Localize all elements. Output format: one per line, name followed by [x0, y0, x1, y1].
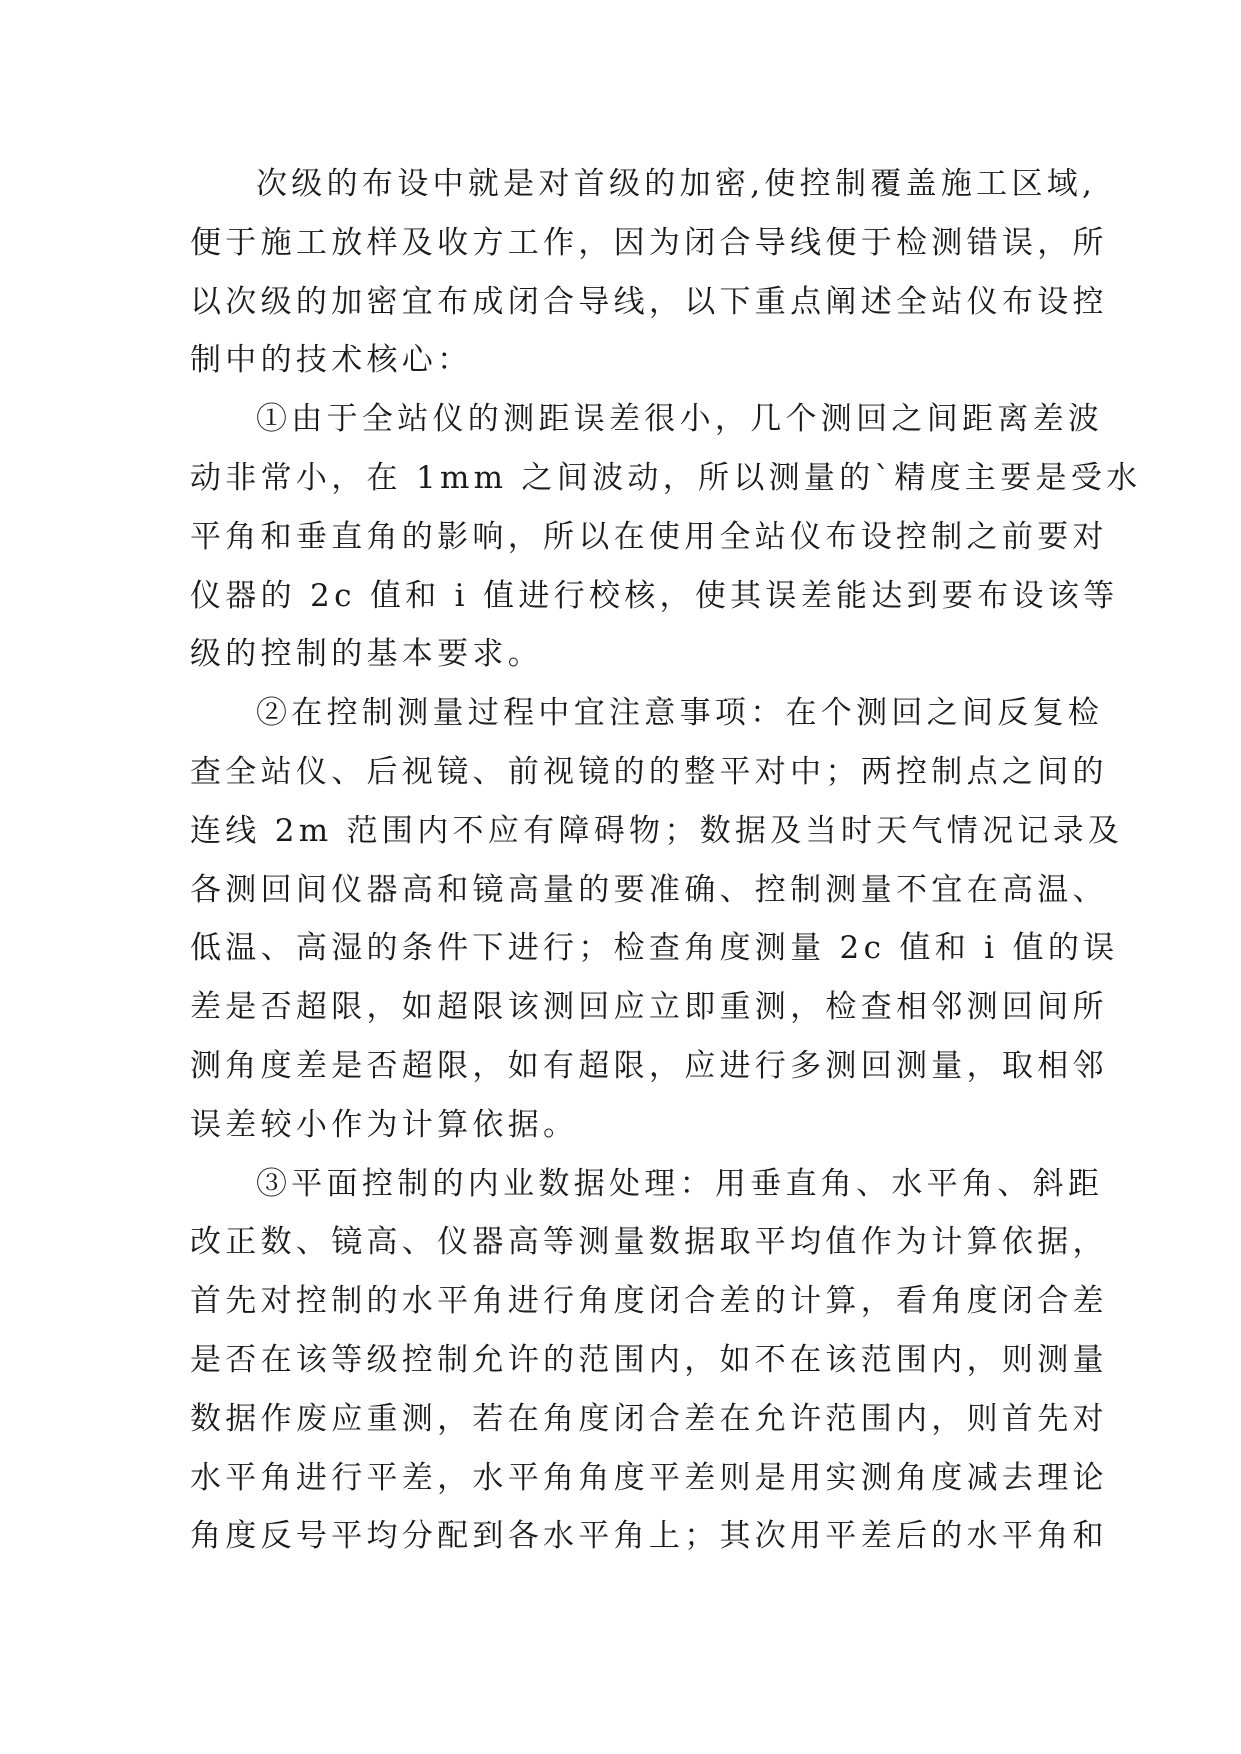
text-line: 级的控制的基本要求。	[190, 636, 543, 673]
text-line: ②在控制测量过程中宜注意事项：在个测回之间反复检	[256, 695, 1104, 732]
text-line: 便于施工放样及收方工作，因为闭合导线便于检测错误，所	[190, 224, 1108, 261]
text-line: 仪器的 2c 值和 i 值进行校核，使其误差能达到要布设该等	[190, 577, 1119, 614]
text-line: 误差较小作为计算依据。	[190, 1106, 579, 1143]
text-line: 首先对控制的水平角进行角度闭合差的计算，看角度闭合差	[190, 1283, 1108, 1320]
text-line: 动非常小，在 1mm 之间波动，所以测量的`精度主要是受水	[190, 459, 1142, 496]
paragraph-2	[190, 390, 1142, 684]
text-line: 次级的布设中就是对首级的加密,使控制覆盖施工区域,	[256, 166, 1097, 202]
text-line: 数据作废应重测，若在角度闭合差在允许范围内，则首先对	[190, 1400, 1108, 1437]
text-line: 以次级的加密宜布成闭合导线，以下重点阐述全站仪布设控	[190, 283, 1108, 320]
text-line: 是否在该等级控制允许的范围内，如不在该范围内，则测量	[190, 1341, 1108, 1378]
text-line: 制中的技术核心：	[190, 342, 473, 379]
paragraph-3	[190, 684, 1124, 1154]
text-line: 水平角进行平差，水平角角度平差则是用实测角度减去理论	[190, 1459, 1108, 1496]
paragraph-1	[190, 155, 1108, 390]
text-line: 测角度差是否超限，如有超限，应进行多测回测量，取相邻	[190, 1047, 1108, 1084]
paragraph-4	[190, 1155, 1108, 1567]
text-line: ①由于全站仪的测距误差很小，几个测回之间距离差波	[256, 401, 1104, 438]
body-text	[190, 155, 1142, 1566]
text-line: 各测回间仪器高和镜高量的要准确、控制测量不宜在高温、	[190, 871, 1108, 908]
text-line: 角度反号平均分配到各水平角上；其次用平差后的水平角和	[190, 1518, 1108, 1555]
text-line: 连线 2m 范围内不应有障碍物；数据及当时天气情况记录及	[190, 812, 1124, 849]
text-line: 查全站仪、后视镜、前视镜的的整平对中；两控制点之间的	[190, 753, 1108, 790]
text-line: ③平面控制的内业数据处理：用垂直角、水平角、斜距	[256, 1165, 1104, 1202]
text-line: 平角和垂直角的影响，所以在使用全站仪布设控制之前要对	[190, 518, 1108, 555]
text-line: 低温、高湿的条件下进行；检查角度测量 2c 值和 i 值的误	[190, 930, 1119, 967]
text-line: 差是否超限，如超限该测回应立即重测，检查相邻测回间所	[190, 989, 1108, 1026]
text-line: 改正数、镜高、仪器高等测量数据取平均值作为计算依据，	[190, 1224, 1108, 1261]
